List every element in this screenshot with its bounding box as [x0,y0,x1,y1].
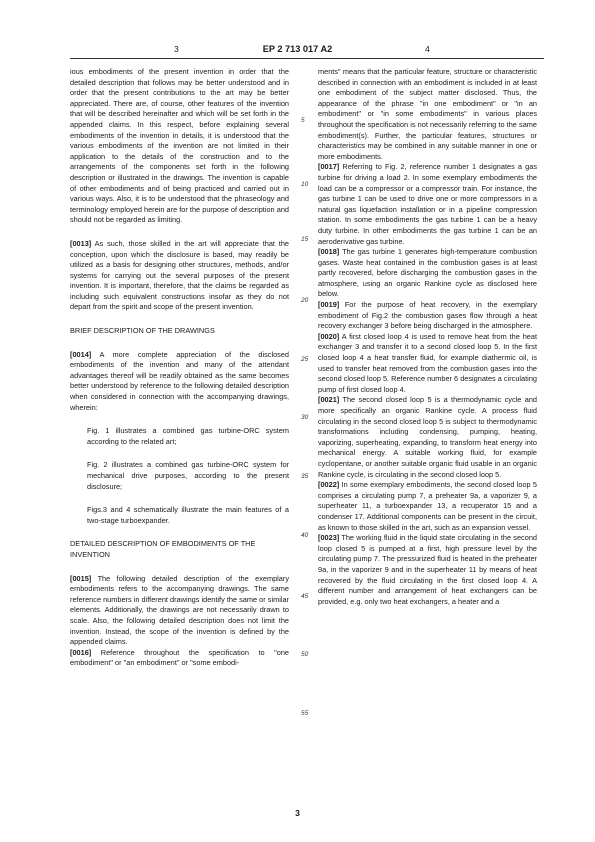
paragraph-0019 [318,300,537,332]
figure-description-2: Fig. 2 illustrates a combined gas turbine-ORC system for mechanical drive purposes, according to the present disclosure; [87,460,289,491]
figure-description-3-4: Figs.3 and 4 schematically illustrate the main features of a two-stage turboexpander. [87,505,289,525]
line-number: 55 [301,710,309,717]
document-id: EP 2 713 017 A2 [262,44,333,54]
paragraph-text: ious embodiments of the present invention in order that the detailed description that follows may be better understood and in order that the present contributions to the art may be better appreciated. There are, of course, other features of the invention that will be described hereinafter and which will be set forth in the appended claims. In this respect, before explaining several embodiments of the invention in details, it is understood that the various embodiments of the invention are not limited in their application to the details of the construction and to the arrangements of the components set forth in the following description or illustrated in the drawings. The invention is capable of other embodiments and of being practiced and carried out in various ways. Also, it is to be understood that the phraseology and terminology employed herein are for the purpose of description and should not be regarded as limiting. [70,67,289,225]
line-number: 30 [301,414,309,421]
line-number: 15 [301,236,309,243]
paragraph-text: As such, those skilled in the art will appreciate that the conception, upon which the disclosure is based, may readily be utilized as a basis for designing other structures, methods, and/or systems for carrying out the several purposes of the present invention. It is important, therefore, that the claims be regarded as including such equivalent constructions insofar as they do not depart from the spirit and scope of the present invention. [70,238,289,312]
paragraph-0021 [318,395,537,480]
line-number: 10 [301,181,309,188]
paragraph-text: The gas turbine 1 generates high-temperature combustion gases. Waste heat contained in the combustion gases is at least partly recovered, before discharging the combustion gases in the atmosphere, using an organic Rankine cycle as disclosed here below. [318,247,537,299]
paragraph-text: For the purpose of heat recovery, in the exemplary embodiment of Fig.2 the combustion gases flow through a heat recovery exchanger 3 before being discharged in the atmosphere. [318,300,537,331]
paragraph-text: A first closed loop 4 is used to remove heat from the heat exchanger 3 and transfer it to a second closed loop 5. In the first closed loop 4 a heat transfer fluid, for example diathermic oil, is used to transfer heat removed from the combustion gases into the second closed loop 5. Reference number 6 designates a circulating pump of first closed loop 4. [318,331,537,394]
paragraph-ref: [0015] [70,573,92,583]
paragraph-ref: [0017] [318,162,340,172]
figure-description-1: Fig. 1 illustrates a combined gas turbine-ORC system according to the related art; [87,426,289,446]
paragraph-text: The second closed loop 5 is a thermodynamic cycle and more specifically an organic Rankine cycle. A process fluid circulating in the second closed loop 5 is subject to thermodynamic transformations including condensing, pumping, heating, vaporizing, superheating, expanding, to transform heat energy into mechanical energy. A suitable working fluid, for example cyclopentane, or another suitable organic fluid usable in an organic Rankine cycle, is circulating in the second closed loop 5. [318,395,537,479]
paragraph-text: Referring to Fig. 2, reference number 1 designates a gas turbine for driving a load 2. In some exemplary embodiments the load can be a compressor or a compressor train. For instance, the gas turbine 1 can be used to drive one or more compressors in a natural gas liquefaction installation or in a pipeline compression station. In some embodiments the gas turbine 1 can be a heavy duty turbine. In other embodiments the gas turbine 1 can be an aeroderivative gas turbine. [318,162,538,246]
paragraph-text: The following detailed description of the exemplary embodiments refers to the accompanying drawings. The same reference numbers in different drawings identify the same or similar elements. Additionally, the drawings are not necessarily drawn to scale. Also, the following detailed description does not limit the invention. Instead, the scope of the invention is defined by the appended claims. [70,573,289,647]
paragraph-text: The working fluid in the liquid state circulating in the second loop closed 5 is pumped at a first, high pressure level by the circulating pump 7. The pressurized fluid is heated in the preheater 9a, in the vaporizer 9 and in the superheater 11 by means of heat recovered by the fluid circulating in the first closed loop 4. A different number and arrangement of heat exchangers can be provided, e.g. only two heat exchangers, a heater and a [318,533,537,606]
paragraph-ref: [0014] [70,349,92,359]
paragraph-0018 [318,247,537,300]
paragraph-0023 [318,533,537,607]
right-page-number: 4 [425,44,430,54]
paragraph [318,67,537,162]
paragraph-text: A more complete appreciation of the disclosed embodiments of the invention and many of the attendant advantages thereof will be readily obtained as the same becomes better understood by reference to the following detailed description when considered in connection with the accompanying drawings, wherein: [70,349,289,412]
paragraph-ref: [0023] [318,533,340,543]
paragraph-ref: [0018] [318,247,340,257]
right-column [318,67,537,607]
left-column [70,67,289,669]
paragraph-ref: [0022] [318,480,340,490]
paragraph-ref: [0020] [318,331,340,341]
paragraph-ref: [0019] [318,300,340,310]
header-rule [70,58,544,59]
section-heading-detailed-description: DETAILED DESCRIPTION OF EMBODIMENTS OF THE INVENTION [70,539,256,559]
paragraph-ref: [0016] [70,647,92,657]
paragraph-0022 [318,480,537,533]
paragraph-text: In some exemplary embodiments, the second closed loop 5 comprises a circulating pump 7, a preheater 9a, a vaporizer 9, a superheater 11, a turboexpander 13, a recuperator 15 and a condenser 17. Additional components can be present in the circuit, as known to those skilled in the art, such as an expansion vessel. [318,480,537,532]
paragraph [70,67,289,226]
paragraph-0017 [318,162,537,247]
paragraph-0020 [318,332,537,396]
line-number: 20 [301,297,309,304]
paragraph-text: ments" means that the particular feature, structure or characteristic described in connection with an embodiment is included in at least one embodiment of the subject matter disclosed. Thus, the appearance of the phrase "in one embodiment" or "in an embodiment" or "in some embodiments" in various places throughout the specification is not necessarily referring to the same embodiment(s). Further, the particular features, structures or characteristics may be combined in any suitable manner in one or more embodiments. [318,67,537,161]
line-number: 25 [301,356,309,363]
line-number: 40 [301,532,309,539]
paragraph-0015 [70,574,289,648]
paragraph-0016 [70,648,289,669]
page-number: 3 [295,808,300,818]
line-number: 45 [301,593,309,600]
paragraph-0014 [70,350,289,414]
paragraph-0013 [70,239,289,313]
paragraph-ref: [0021] [318,395,340,405]
section-heading-brief-description: BRIEF DESCRIPTION OF THE DRAWINGS [70,326,215,336]
left-page-number: 3 [174,44,179,54]
line-number: 5 [301,117,305,124]
paragraph-text: Reference throughout the specification to "one embodiment" or "an embodiment" or "some embodi- [70,647,289,668]
line-number: 35 [301,473,309,480]
paragraph-ref: [0013] [70,238,92,248]
line-number: 50 [301,651,309,658]
